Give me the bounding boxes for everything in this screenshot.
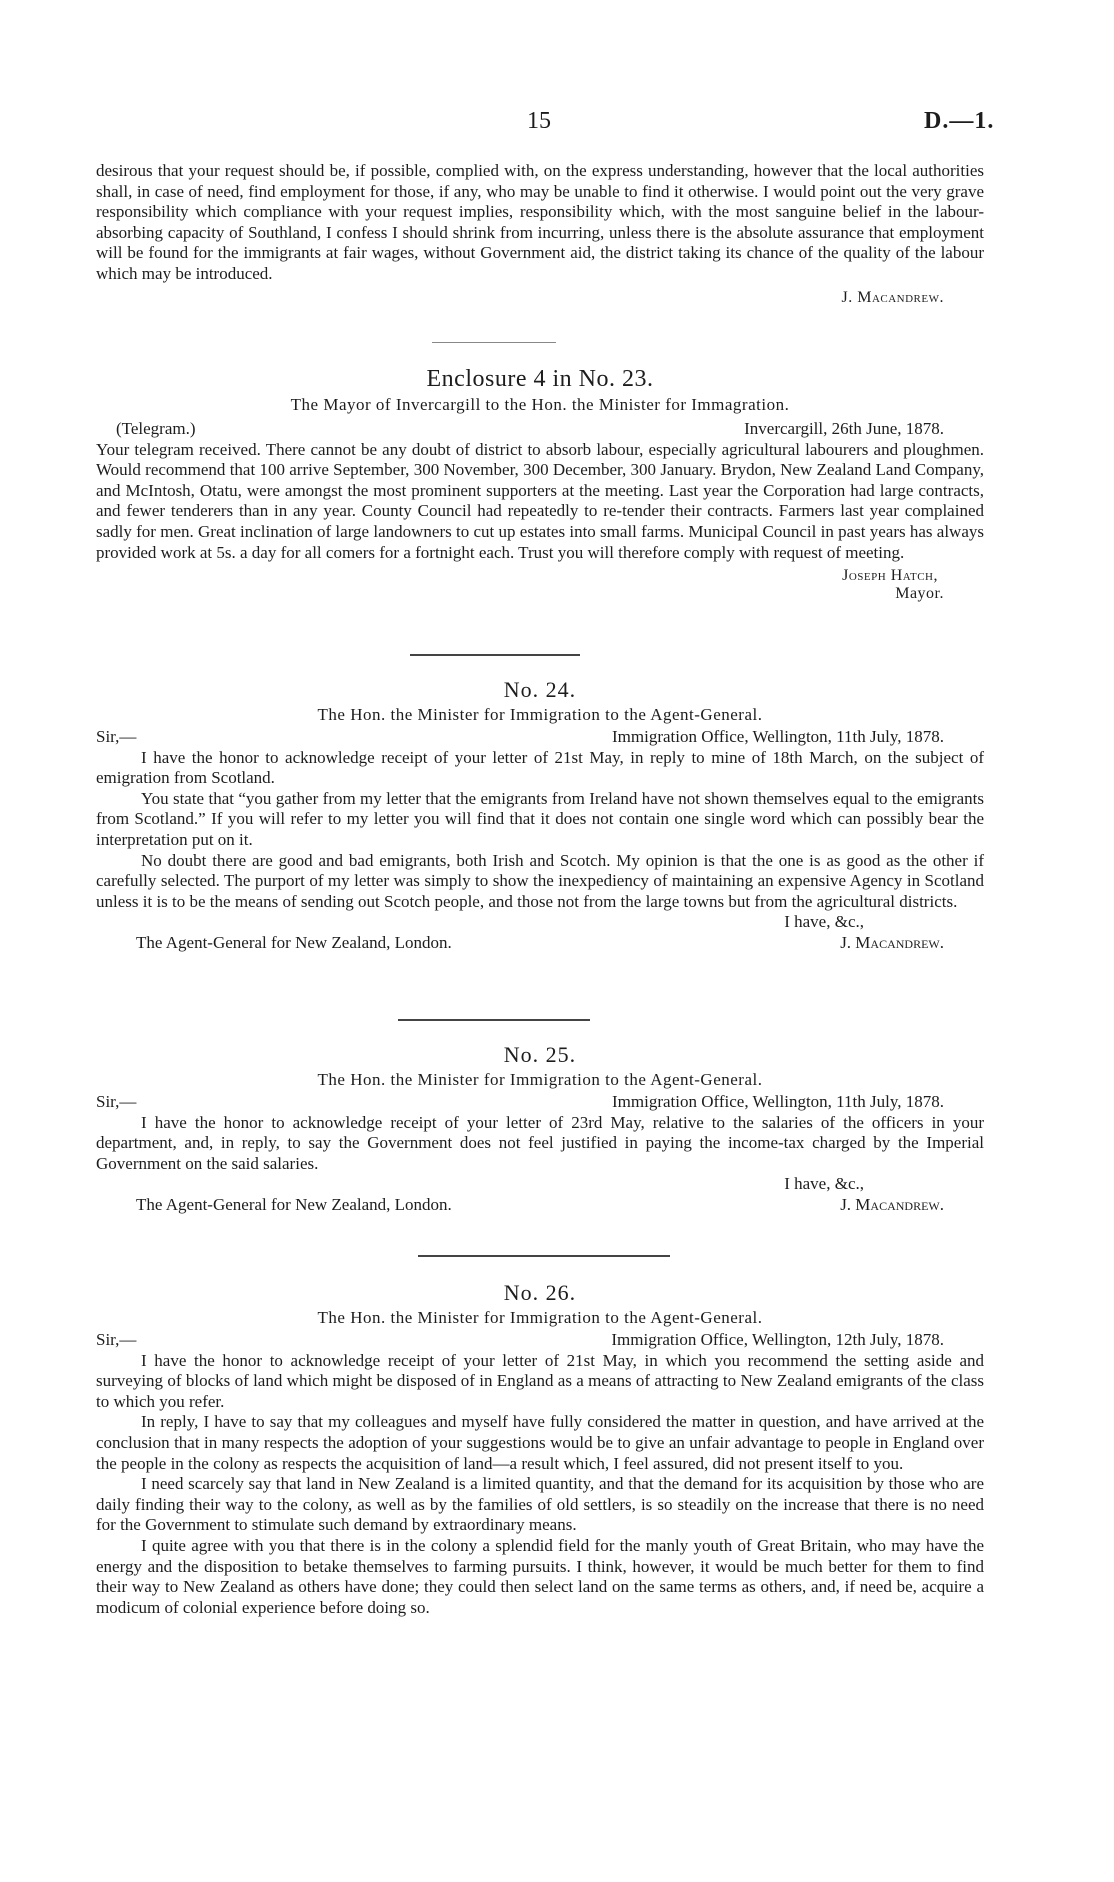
letter-25-sign-row [96,1195,984,1216]
enclosure-subheading: The Mayor of Invercargill to the Hon. the Minister for Immagration. [290,395,790,414]
letter-26-salutation: Sir,— [96,1330,137,1349]
page-number: 15 [527,108,551,134]
enclosure-heading: Enclosure 4 in No. 23. [426,366,654,392]
letter-24-salutation: Sir,— [96,727,137,746]
letter-26-paragraph-4: I quite agree with you that there is in the colony a splendid field for the manly youth of Great Britain, who may have the energy and the disposition to betake themselves to farming pursuits. I think, however, it would be much better for them to find their way to New Zealand as others have done; they could then select land on the same terms as others, and, if need be, acquire a modicum of colonial experience before doing so. [96,1535,984,1617]
enclosure-signature-title: Mayor. [895,585,944,603]
letter-25-place-date: Immigration Office, Wellington, 11th July, 1878. [612,1092,944,1111]
intro-signature: J. Macandrew. [841,288,944,306]
letter-24-signature: J. Macandrew. [840,932,944,952]
divider [432,342,556,343]
letter-24-place-date: Immigration Office, Wellington, 11th July, 1878. [612,727,944,746]
letter-25-signature: J. Macandrew. [840,1194,944,1214]
enclosure-signature-name: Joseph Hatch, [842,567,938,585]
document-reference: D.—1. [924,108,995,134]
telegram-label: (Telegram.) [116,419,196,438]
letter-24-paragraph-2: You state that “you gather from my letter that the emigrants from Ireland have not shown themselves equal to the emigrants from Scotland.” If you will refer to my letter you will find that it does not contain one single word which can possibly bear the interpretation put on it. [96,788,984,849]
letter-24-addressee: The Agent-General for New Zealand, London. [136,932,452,952]
letter-25-closing-row [96,1174,984,1195]
letter-26-paragraph-3: I need scarcely say that land in New Zealand is a limited quantity, and that the demand for its acquisition by those who are daily finding their way to the colony, as well as by the families of old settlers, is so steadily on the increase that there is no need for the Government to stimulate such demand by extraordinary means. [96,1474,984,1535]
enclosure-meta-row [96,419,984,440]
letter-25-meta-row [96,1092,984,1113]
letter-25-subheading: The Hon. the Minister for Immigration to the Agent-General. [317,1070,763,1089]
letter-26-place-date: Immigration Office, Wellington, 12th July, 1878. [611,1330,944,1349]
letter-24-heading: No. 24. [503,677,577,702]
letter-25-addressee: The Agent-General for New Zealand, London. [136,1194,452,1214]
letter-24-section [96,677,984,954]
letter-24-closing-row [96,912,984,933]
intro-paragraph: desirous that your request should be, if possible, complied with, on the express understanding, however that the local authorities shall, in case of need, find employment for those, if any, who may be unable to find it otherwise. I would point out the very grave responsibility which compliance with your request implies, responsibility which, with the most sanguine belief in the labour-absorbing capacity of Southland, I confess I should shrink from incurring, unless there is the absolute assurance that employment will be found for the immigrants at fair wages, without Government aid, the district taking its chance of the quality of the labour which may be introduced. [96,161,984,283]
divider [398,1019,590,1021]
letter-24-meta-row [96,727,984,748]
letter-25-heading: No. 25. [503,1042,577,1067]
enclosure-place-date: Invercargill, 26th June, 1878. [744,419,944,438]
letter-25-closing: I have, &c., [784,1174,864,1194]
letter-25-salutation: Sir,— [96,1092,137,1111]
divider [410,654,580,656]
letter-26-heading: No. 26. [503,1280,577,1305]
letter-24-paragraph-3: No doubt there are good and bad emigrants, both Irish and Scotch. My opinion is that the one is as good as the other if carefully selected. The purport of my letter was simply to show the inexpediency of maintaining an expensive Agency in Scotland unless it is to be the means of sending out Scotch people, and those not from the large towns but from the agricultural districts. [96,850,984,911]
letter-26-subheading: The Hon. the Minister for Immigration to the Agent-General. [317,1308,763,1327]
letter-25-paragraph-1: I have the honor to acknowledge receipt of your letter of 23rd May, relative to the salaries of the officers in your department, and, in reply, to say the Government does not feel justified in paying the income-tax charged by the Imperial Government on the said salaries. [96,1112,984,1173]
letter-25-section [96,1042,984,1216]
letter-24-closing: I have, &c., [784,912,864,932]
letter-26-section [96,1280,984,1618]
letter-24-subheading: The Hon. the Minister for Immigration to the Agent-General. [317,705,763,724]
letter-26-paragraph-2: In reply, I have to say that my colleagues and myself have fully considered the matter in question, and have arrived at the conclusion that in many respects the adoption of your suggestions would be to give an unfair advantage to people in England over the people in the colony as respects the acquisition of land—a result which, I feel assured, did not present itself to you. [96,1412,984,1473]
enclosure-4-section [96,366,984,603]
divider [418,1255,670,1257]
letter-24-sign-row [96,933,984,954]
enclosure-telegram-text: Your telegram received. There cannot be any doubt of district to absorb labour, especially agricultural labourers and ploughmen. Would recommend that 100 arrive September, 300 November, 300 December, 300 January. Brydon, New Zealand Land Company, and McIntosh, Otatu, were amongst the most prominent supporters at the meeting. Last year the Corporation had large contracts, and fewer tenderers than in any year. County Council had repeatedly to re-tender their contracts. Farmers last year complained sadly for men. Great inclination of large landowners to cut up estates into small farms. Municipal Council in past years has always provided work at 5s. a day for all comers for a fortnight each. Trust you will therefore comply with request of meeting. [96,439,984,562]
letter-26-meta-row [96,1330,984,1351]
letter-26-paragraph-1: I have the honor to acknowledge receipt of your letter of 21st May, in which you recommend the setting aside and surveying of blocks of land which might be disposed of in England as a means of attracting to New Zealand emigrants of the class to which you refer. [96,1350,984,1411]
letter-24-paragraph-1: I have the honor to acknowledge receipt of your letter of 21st May, in reply to mine of 18th March, on the subject of emigration from Scotland. [96,747,984,788]
intro-section [96,161,984,307]
